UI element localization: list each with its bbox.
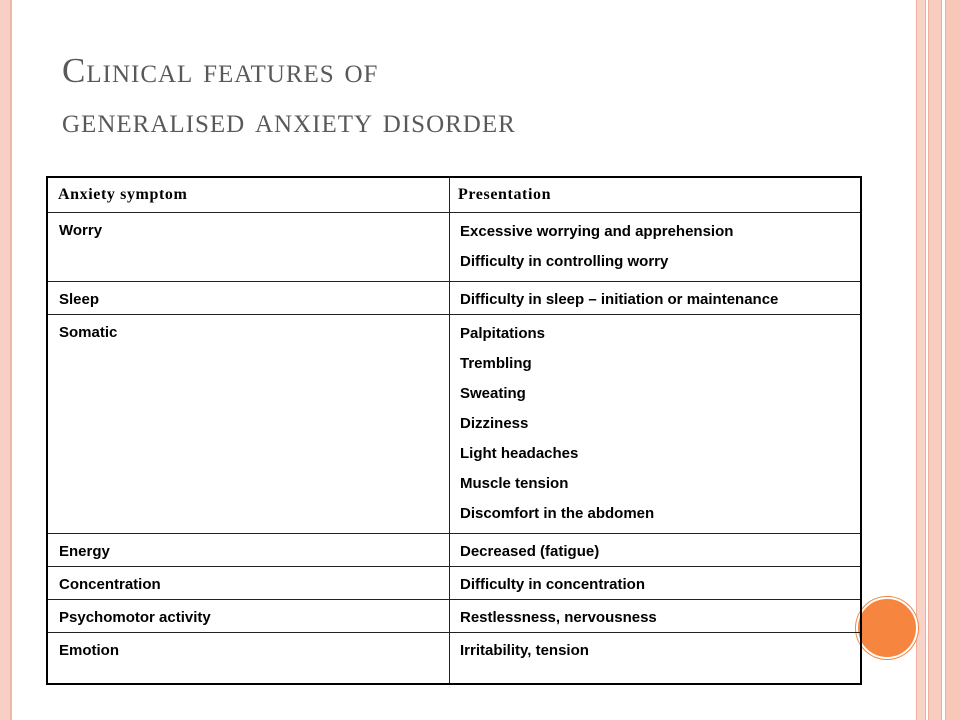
accent-circle [856, 597, 918, 659]
symptom-cell [47, 633, 450, 685]
presentation-item: Restlessness, nervousness [460, 609, 657, 626]
presentation-item: Sweating [460, 385, 526, 402]
symptom-name: Emotion [59, 642, 119, 659]
table-header-row [47, 177, 861, 213]
presentation-item: Difficulty in concentration [460, 576, 646, 593]
symptom-name: Psychomotor activity [59, 609, 211, 626]
slide-title [62, 46, 822, 145]
symptom-cell [47, 213, 450, 282]
presentation-cell [450, 534, 862, 567]
column-header-presentation: Presentation [450, 177, 862, 213]
decor-bar [928, 0, 942, 720]
column-header-symptom: Anxiety symptom [47, 177, 450, 213]
presentation-cell [450, 315, 862, 534]
symptom-name: Worry [59, 222, 103, 239]
presentation-item: Decreased (fatigue) [460, 543, 600, 560]
symptom-cell [47, 315, 450, 534]
decor-bar [916, 0, 926, 720]
symptom-name: Energy [59, 543, 110, 560]
slide-title-line-1: Clinical features of [62, 51, 379, 90]
table-row [47, 213, 861, 282]
table-row [47, 282, 861, 315]
slide-left-border [0, 0, 12, 720]
presentation-cell [450, 567, 862, 600]
presentation-cell [450, 633, 862, 685]
table-row [47, 633, 861, 685]
table-row [47, 315, 861, 534]
presentation-item: Palpitations [460, 325, 546, 342]
presentation-cell [450, 600, 862, 633]
presentation-item: Excessive worrying and apprehension [460, 223, 734, 240]
table-row [47, 534, 861, 567]
symptom-cell [47, 600, 450, 633]
table-row [47, 567, 861, 600]
symptom-name: Sleep [59, 291, 100, 308]
presentation-item: Difficulty in controlling worry [460, 253, 669, 270]
symptom-cell [47, 567, 450, 600]
presentation-item: Trembling [460, 355, 532, 372]
presentation-cell [450, 282, 862, 315]
presentation-item: Light headaches [460, 445, 579, 462]
presentation-cell [450, 213, 862, 282]
decor-bar [945, 0, 960, 720]
presentation-item: Irritability, tension [460, 642, 589, 659]
table-row [47, 600, 861, 633]
slide-title-line-2: generalised anxiety disorder [62, 100, 516, 140]
presentation-item: Difficulty in sleep – initiation or maintenance [460, 291, 779, 308]
symptom-name: Concentration [59, 576, 161, 593]
slide-right-decoration [914, 0, 960, 720]
symptom-name: Somatic [59, 324, 118, 341]
presentation-item: Muscle tension [460, 475, 569, 492]
presentation-item: Dizziness [460, 415, 529, 432]
presentation-item: Discomfort in the abdomen [460, 505, 655, 522]
symptom-cell [47, 282, 450, 315]
symptom-cell [47, 534, 450, 567]
symptoms-table [46, 176, 862, 685]
